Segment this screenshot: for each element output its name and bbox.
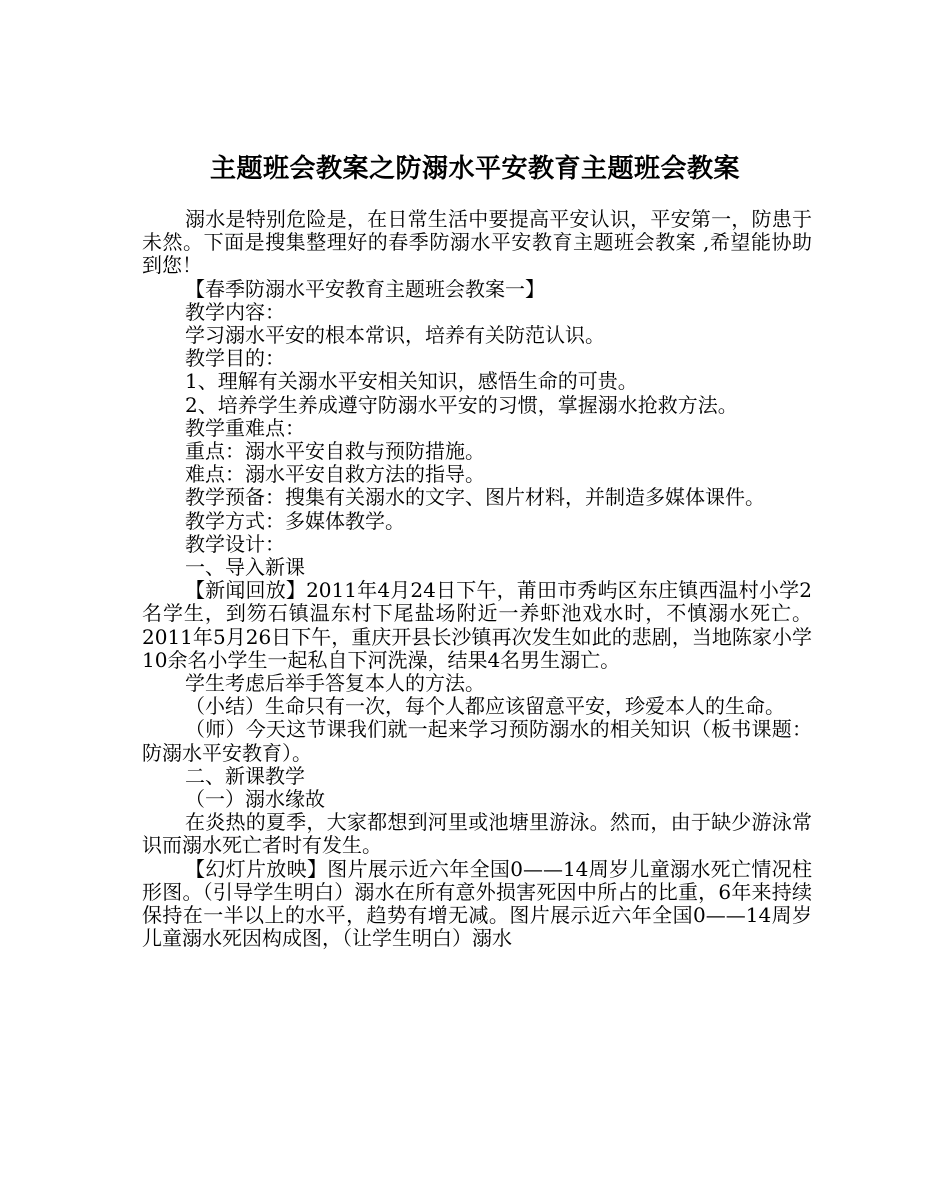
paragraph-key-label: 教学重难点： [185,415,305,440]
paragraph-news: 【新闻回放】2011年4月24日下午，莆田市秀屿区东庄镇西温村小学2名学生，到笏石镇温东村下尾盐场附近一养虾池戏水时，不慎溺水死亡。2011年5月26日下午，重庆开县长沙镇再次发生如此的悲剧，当地陈家小学10余名小学生一起私自下河洗澡，结果4名男生溺亡。 [142,578,812,672]
paragraph-section-heading: 【春季防溺水平安教育主题班会教案一】 [185,276,545,301]
paragraph-content: 学习溺水平安的根本常识，培养有关防范认识。 [185,323,605,348]
paragraph-summary: （小结）生命只有一次，每个人都应该留意平安，珍爱本人的生命。 [185,694,785,719]
paragraph-difficult-point: 难点：溺水平安自救方法的指导。 [185,462,485,487]
paragraph-summer: 在炎热的夏季，大家都想到河里或池塘里游泳。然而，由于缺少游泳常识而溺水死亡者时有发生。 [142,810,812,858]
paragraph-design-label: 教学设计： [185,531,285,556]
document-title: 主题班会教案之防溺水平安教育主题班会教案 [209,154,740,185]
paragraph-teacher: （师）今天这节课我们就一起来学习预防溺水的相关知识（板书课题：防溺水平安教育）。 [142,717,812,765]
paragraph-slides: 【幻灯片放映】图片展示近六年全国0——14周岁儿童溺水死亡情况柱形图。（引导学生明白）溺水在所有意外损害死因中所占的比重，6年来持续保持在一半以上的水平，趋势有增无减。图片展示近六年全国0——14周岁儿童溺水死因构成图，（让学生明白）溺水 [142,856,812,951]
paragraph-goal-1: 1、理解有关溺水平安相关知识，感悟生命的可贵。 [185,369,638,394]
document-body [142,208,812,951]
paragraph-preparation: 教学预备：搜集有关溺水的文字、图片材料，并制造多媒体课件。 [185,485,765,510]
paragraph-student-answer: 学生考虑后举手答复本人的方法。 [185,671,485,696]
paragraph-goal-2: 2、培养学生养成遵守防溺水平安的习惯，掌握溺水抢救方法。 [185,392,738,417]
paragraph-cause-label: （一）溺水缘故 [185,787,325,812]
paragraph-intro: 溺水是特别危险是，在日常生活中要提高平安认识，平安第一，防患于未然。下面是搜集整理好的春季防溺水平安教育主题班会教案 ,希望能协助到您！ [142,207,812,278]
paragraph-method: 教学方式：多媒体教学。 [185,508,405,533]
paragraph-part-one: 一、导入新课 [185,555,305,580]
paragraph-key-point: 重点：溺水平安自救与预防措施。 [185,439,485,464]
paragraph-part-two: 二、新课教学 [185,763,305,788]
paragraph-content-label: 教学内容： [185,299,285,324]
paragraph-goal-label: 教学目的： [185,346,285,371]
